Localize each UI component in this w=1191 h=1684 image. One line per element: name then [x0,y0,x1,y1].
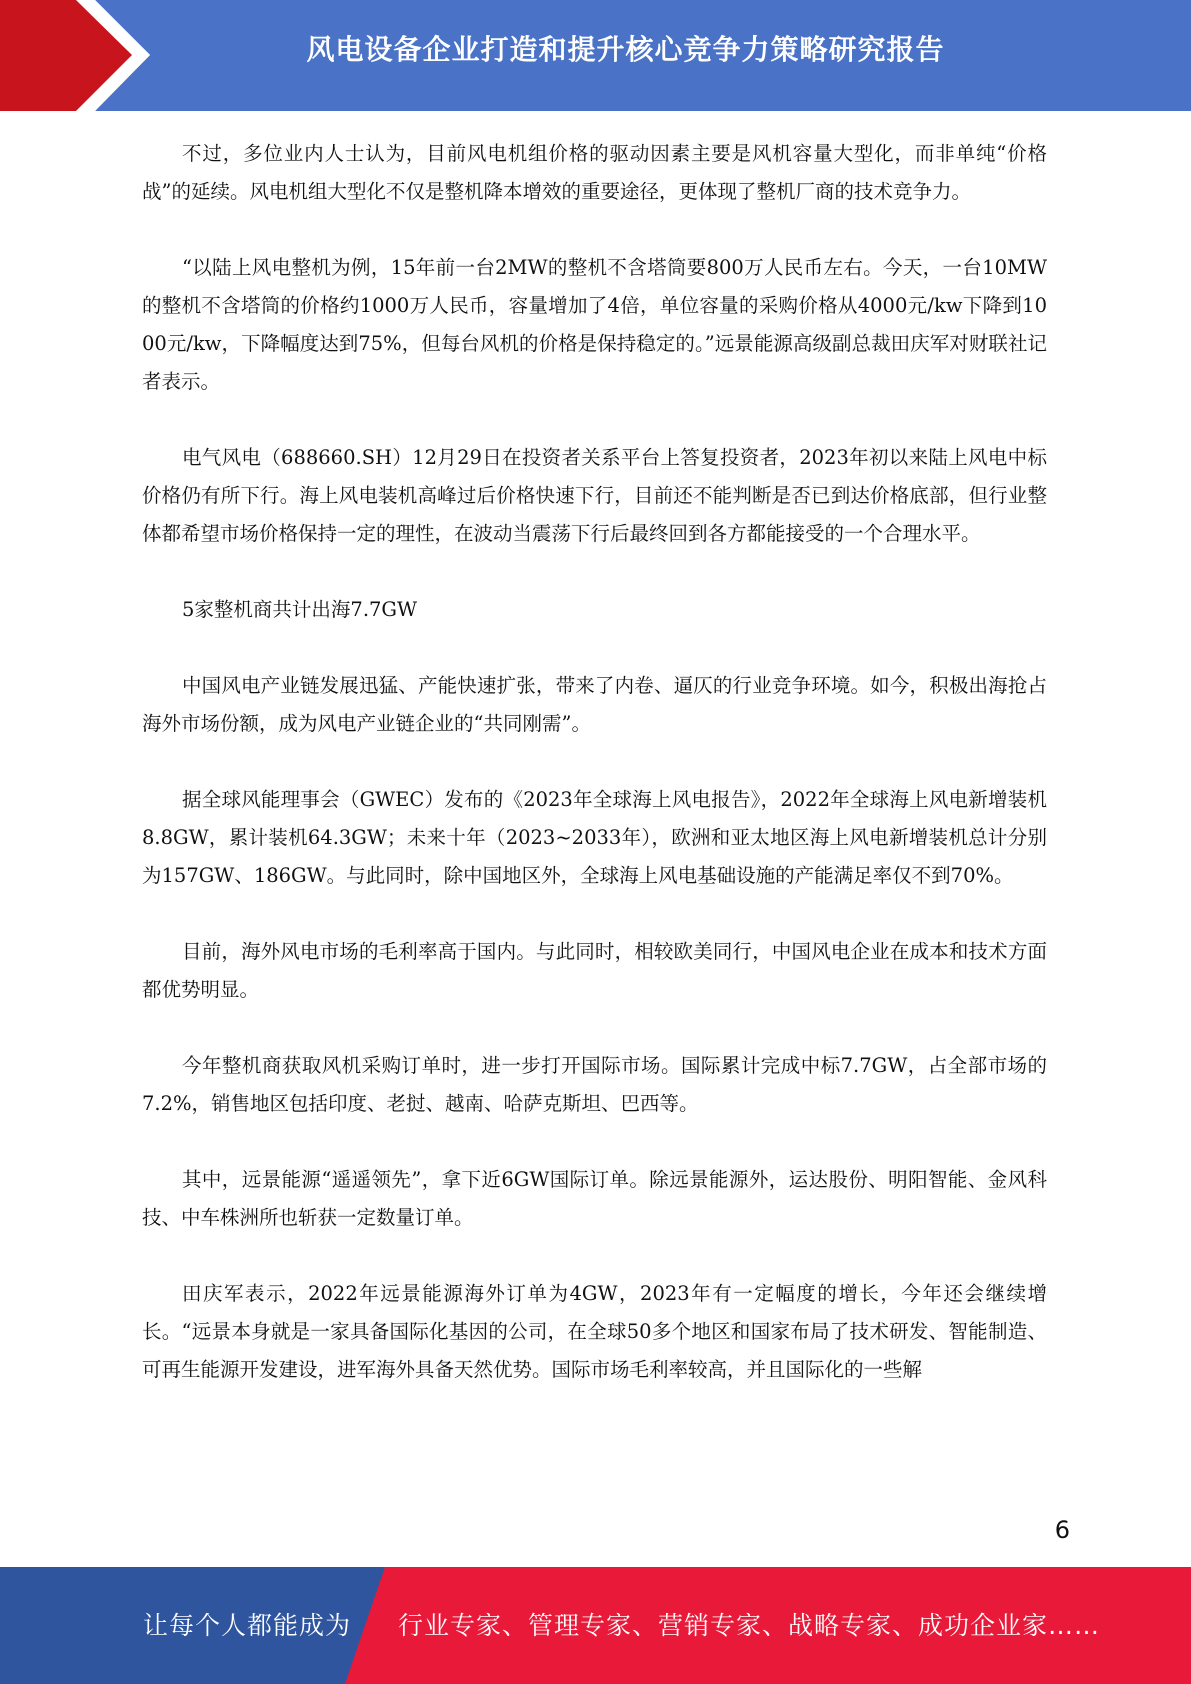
paragraph: “以陆上风电整机为例，15年前一台2MW的整机不含塔筒要800万人民币左右。今天，一台10MW的整机不含塔筒的价格约1000万人民币，容量增加了4倍，单位容量的采购价格从4000元/kw下降到1000元/kw，下降幅度达到75%，但每台风机的价格是保持稳定的。”远景能源高级副总裁田庆军对财联社记者表示。 [142,256,1047,393]
section-heading: 5家整机商共计出海7.7GW [182,598,418,621]
page-footer [0,1567,1191,1684]
page-header [0,0,1191,111]
paragraph: 目前，海外风电市场的毛利率高于国内。与此同时，相较欧美同行，中国风电企业在成本和技术方面都优势明显。 [142,940,1047,1001]
paragraph: 不过，多位业内人士认为，目前风电机组价格的驱动因素主要是风机容量大型化，而非单纯“价格战”的延续。风电机组大型化不仅是整机降本增效的重要途径，更体现了整机厂商的技术竞争力。 [142,142,1047,203]
article-body [142,135,1047,1389]
paragraph: 其中，远景能源“遥遥领先”，拿下近6GW国际订单。除远景能源外，运达股份、明阳智能、金风科技、中车株洲所也斩获一定数量订单。 [142,1168,1047,1229]
paragraph: 中国风电产业链发展迅猛、产能快速扩张，带来了内卷、逼仄的行业竞争环境。如今，积极出海抢占海外市场份额，成为风电产业链企业的“共同刚需”。 [142,674,1047,735]
paragraph: 田庆军表示，2022年远景能源海外订单为4GW，2023年有一定幅度的增长，今年还会继续增长。“远景本身就是一家具备国际化基因的公司，在全球50多个地区和国家布局了技术研发、智能制造、可再生能源开发建设，进军海外具备天然优势。国际市场毛利率较高，并且国际化的一些解 [142,1282,1047,1381]
footer-slogan-right: 行业专家、管理专家、营销专家、战略专家、成功企业家…… [398,1611,1101,1640]
header-arrow-decoration [0,0,160,111]
page-number: 6 [1054,1516,1070,1544]
report-title: 风电设备企业打造和提升核心竞争力策略研究报告 [306,33,945,66]
footer-slogan-left: 让每个人都能成为 [143,1611,352,1640]
paragraph: 今年整机商获取风机采购订单时，进一步打开国际市场。国际累计完成中标7.7GW，占全部市场的7.2%，销售地区包括印度、老挝、越南、哈萨克斯坦、巴西等。 [142,1054,1047,1115]
paragraph: 电气风电（688660.SH）12月29日在投资者关系平台上答复投资者，2023年初以来陆上风电中标价格仍有所下行。海上风电装机高峰过后价格快速下行，目前还不能判断是否已到达价格底部，但行业整体都希望市场价格保持一定的理性，在波动当震荡下行后最终回到各方都能接受的一个合理水平。 [142,446,1047,545]
paragraph: 据全球风能理事会（GWEC）发布的《2023年全球海上风电报告》，2022年全球海上风电新增装机8.8GW，累计装机64.3GW；未来十年（2023~2033年），欧洲和亚太地区海上风电新增装机总计分别为157GW、186GW。与此同时，除中国地区外，全球海上风电基础设施的产能满足率仅不到70%。 [142,788,1047,887]
